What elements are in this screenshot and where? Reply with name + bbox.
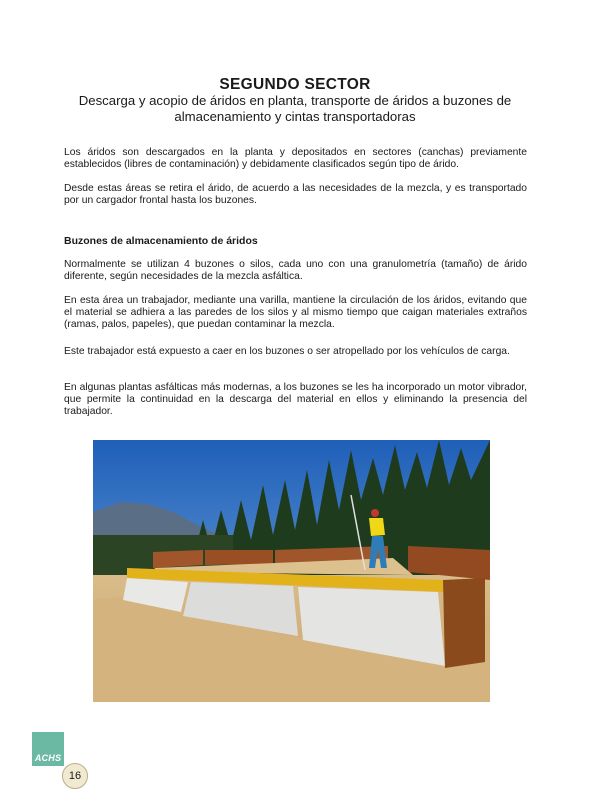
- achs-logo: [32, 732, 64, 766]
- logo-text: ACHS: [34, 753, 62, 763]
- paragraph-vibrator: En algunas plantas asfálticas más modernas, a los buzones se les ha incorporado un motor vibrador, que permite la continuidad en la descarga del material en ellos y eliminando la presencia del trabajador.: [64, 382, 527, 418]
- paragraph-silos: Normalmente se utilizan 4 buzones o silos, cada uno con una granulometría (tamaño) de árido diferente, según necesidades de la mezcla asfáltica.: [64, 259, 527, 283]
- paragraph-worker: En esta área un trabajador, mediante una varilla, mantiene la circulación de los áridos, evitando que el material se adhiera a las paredes de los silos y al mismo tiempo que caigan materiales extraños (ramas, palos, papeles), que puedan contaminar la mezcla.: [64, 295, 527, 331]
- paragraph-intro: Los áridos son descargados en la planta y depositados en sectores (canchas) previamente establecidos (libres de contaminación) y debidamente clasificados según tipo de árido.: [64, 147, 527, 171]
- paragraph-risk: Este trabajador está expuesto a caer en los buzones o ser atropellado por los vehículos de carga.: [64, 346, 510, 357]
- paragraph-transport: Desde estas áreas se retira el árido, de acuerdo a las necesidades de la mezcla, y es transportado por un cargador frontal hasta los buzones.: [64, 183, 527, 207]
- page-subtitle: Descarga y acopio de áridos en planta, transporte de áridos a buzones de almacenamiento y cintas transportadoras: [78, 93, 512, 124]
- page-number: 16: [62, 763, 88, 789]
- section-heading: Buzones de almacenamiento de áridos: [64, 235, 258, 247]
- photo-storage-bins: [93, 440, 490, 702]
- page-title: SEGUNDO SECTOR: [219, 76, 371, 93]
